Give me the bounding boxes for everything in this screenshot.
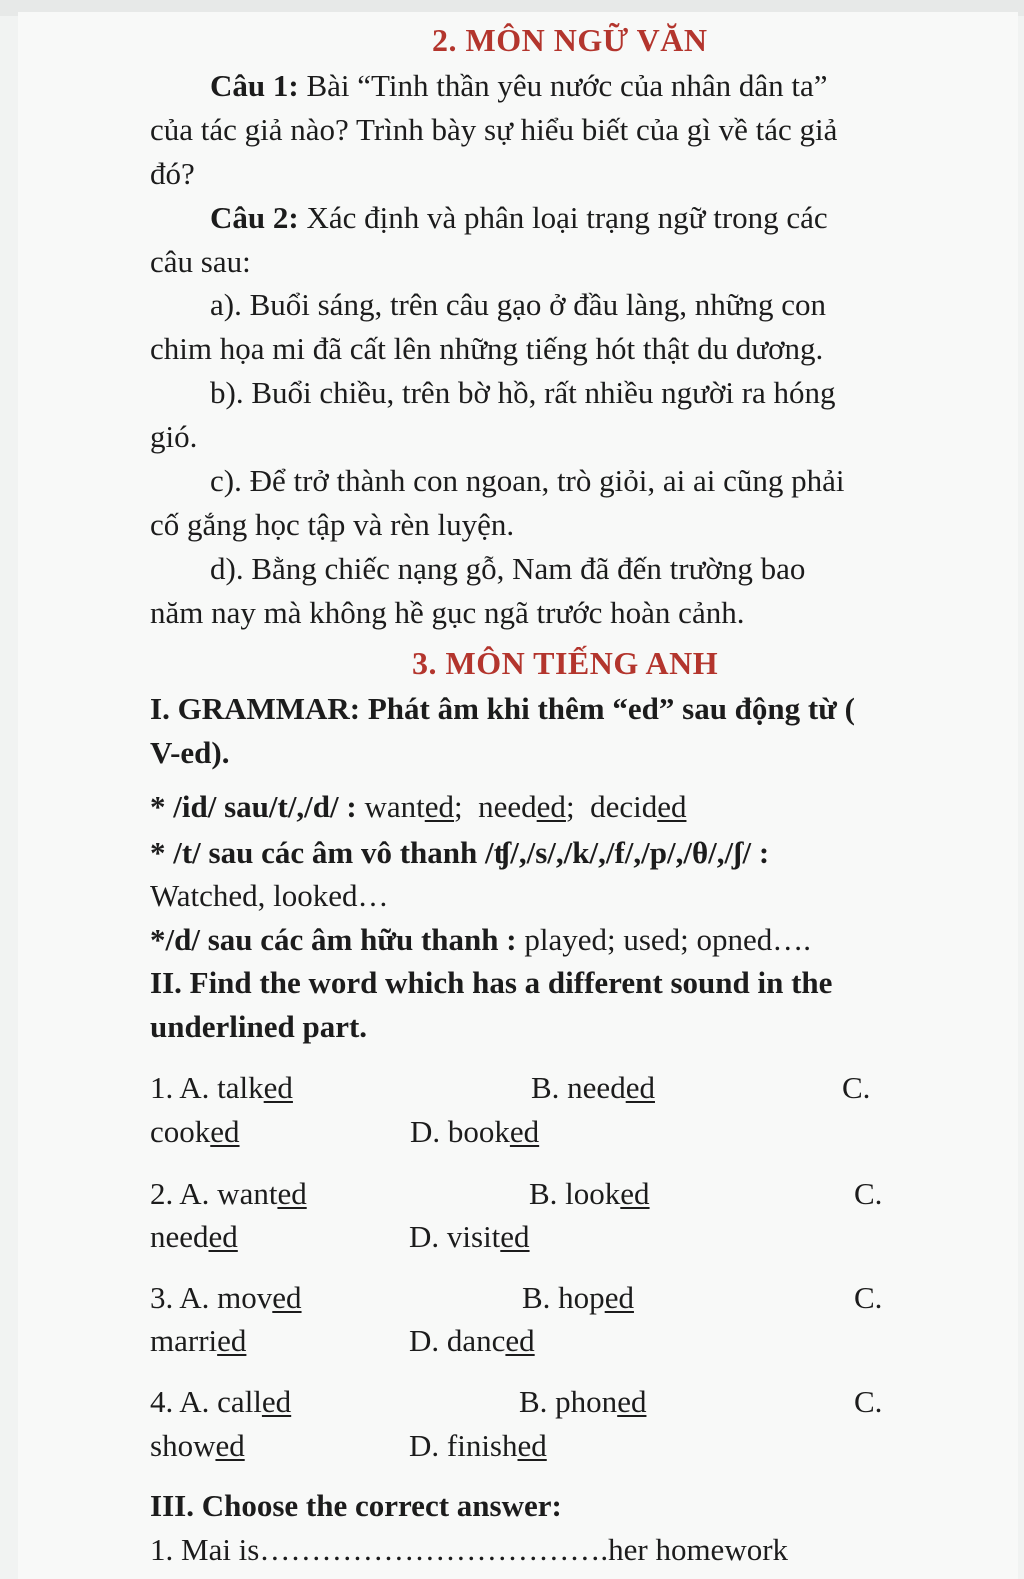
q4-option-d-text: D. finish [409,1428,518,1463]
section3-q1: 1. Mai is…………………………….her homework [150,1532,789,1567]
q1-option-d [410,1112,539,1152]
literature-q2-line2: câu sau: [150,244,251,279]
rule-t-line2: Watched, looked… [150,878,389,913]
q2-option-a-text: 2. A. want [150,1176,278,1211]
rule-id-word1: want [364,789,425,824]
rule-id-word2: need [478,789,537,824]
q4-option-a [150,1382,291,1422]
literature-title: 2. MÔN NGỮ VĂN [432,22,708,58]
english-title: 3. MÔN TIẾNG ANH [412,645,719,681]
item-b-line2: gió. [150,419,198,454]
q3-option-b-ending: ed [604,1280,634,1315]
q1-option-c-text: cook [150,1114,211,1149]
item-a-line2: chim họa mi đã cất lên những tiếng hót thật du dương. [150,331,824,366]
q1-option-a-text: 1. A. talk [150,1070,264,1105]
q2-option-c-label: C. [854,1176,883,1211]
q4-option-d [409,1426,547,1466]
q3-option-d-text: D. danc [409,1323,506,1358]
q4-option-d-ending: ed [517,1428,547,1463]
q1-option-c-label: C. [842,1070,871,1105]
rule-id-word2-ending: ed [536,789,566,824]
q1-option-c-ending: ed [210,1114,240,1149]
item-b-line1: b). Buổi chiều, trên bờ hồ, rất nhiều người ra hóng [210,375,836,410]
q2-option-c-text: need [150,1219,209,1254]
q1-option-b-ending: ed [625,1070,655,1105]
q2-text1: Xác định và phân loại trạng ngữ trong các [298,200,828,235]
grammar-line1: I. GRAMMAR: Phát âm khi thêm “ed” sau động từ ( [150,691,855,726]
rule-d-label: */d/ sau các âm hữu thanh : [150,922,517,957]
q4-option-c-label: C. [854,1384,883,1419]
rule-d-examples: played; used; opned…. [516,922,812,957]
q1-option-b-text: B. need [531,1070,626,1105]
q2-option-d-text: D. visit [409,1219,501,1254]
q4-option-c-word [150,1426,245,1466]
q1-option-a [150,1068,293,1108]
rule-t-line1: * /t/ sau các âm vô thanh /ʧ/,/s/,/k/,/f/,/p/,/θ/,/ʃ/ : [150,835,770,870]
q3-option-a-text: 3. A. mov [150,1280,273,1315]
q1-option-d-text: D. book [410,1114,510,1149]
q2-option-c-word [150,1217,238,1257]
section2-line2: underlined part. [150,1009,368,1044]
q4-option-c-ending: ed [215,1428,245,1463]
grammar-line2: V-ed). [150,735,230,770]
rule-id-word1-ending: ed [424,789,455,824]
literature-q1-line1 [210,66,827,106]
q1-option-d-ending: ed [509,1114,540,1149]
q4-option-a-ending: ed [261,1384,292,1419]
q3-option-b [522,1278,634,1318]
q4-option-b [519,1382,646,1422]
q1-text1: Bài “Tinh thần yêu nước của nhân dân ta” [298,68,828,103]
q2-option-b-ending: ed [620,1176,650,1211]
rule-id-line: * /id/ sau/t/,/d/ : wanted; needed; decided [150,789,687,824]
item-c-line1: c). Để trở thành con ngoan, trò giỏi, ai ai cũng phải [210,463,845,498]
q1-option-a-ending: ed [263,1070,293,1105]
literature-q1-line2: của tác giả nào? Trình bày sự hiểu biết của gì về tác giả [150,112,838,147]
q3-option-c-ending: ed [217,1323,247,1358]
literature-q1-line3: đó? [150,156,195,191]
rule-id-word3: decid [590,789,658,824]
q2-option-a [150,1174,307,1214]
q4-option-c-text: show [150,1428,216,1463]
q4-option-a-text: 4. A. call [150,1384,262,1419]
item-c-line2: cố gắng học tập và rèn luyện. [150,507,515,542]
item-d-line1: d). Bằng chiếc nạng gỗ, Nam đã đến trường bao [210,551,806,586]
q2-option-d [409,1217,530,1257]
q3-option-a-ending: ed [272,1280,302,1315]
q3-option-c-label: C. [854,1280,883,1315]
q3-option-d [409,1321,535,1361]
q2-label: Câu 2: [210,200,299,235]
q3-option-d-ending: ed [505,1323,535,1358]
rule-d-line [150,920,811,960]
q3-option-b-text: B. hop [522,1280,605,1315]
q2-option-b [529,1174,650,1214]
q2-option-b-text: B. look [529,1176,621,1211]
q4-option-b-text: B. phon [519,1384,618,1419]
q3-option-a [150,1278,302,1318]
q2-option-a-ending: ed [277,1176,307,1211]
rule-id-label: * /id/ sau/t/,/d/ : [150,789,365,824]
q1-option-b [531,1068,655,1108]
q1-option-c-word [150,1112,240,1152]
q2-option-c-ending: ed [208,1219,238,1254]
item-d-line2: năm nay mà không hề gục ngã trước hoàn cảnh. [150,595,745,630]
q3-option-c-word [150,1321,246,1361]
q1-label: Câu 1: [210,68,299,103]
q4-option-b-ending: ed [617,1384,647,1419]
q2-option-d-ending: ed [500,1219,530,1254]
literature-q2-line1 [210,198,828,238]
item-a-line1: a). Buổi sáng, trên câu gạo ở đầu làng, những con [210,287,827,322]
section2-line1: II. Find the word which has a different sound in the [150,965,833,1000]
section3-title: III. Choose the correct answer: [150,1488,562,1523]
q3-option-c-text: marri [150,1323,218,1358]
rule-id-word3-ending: ed [657,789,687,824]
